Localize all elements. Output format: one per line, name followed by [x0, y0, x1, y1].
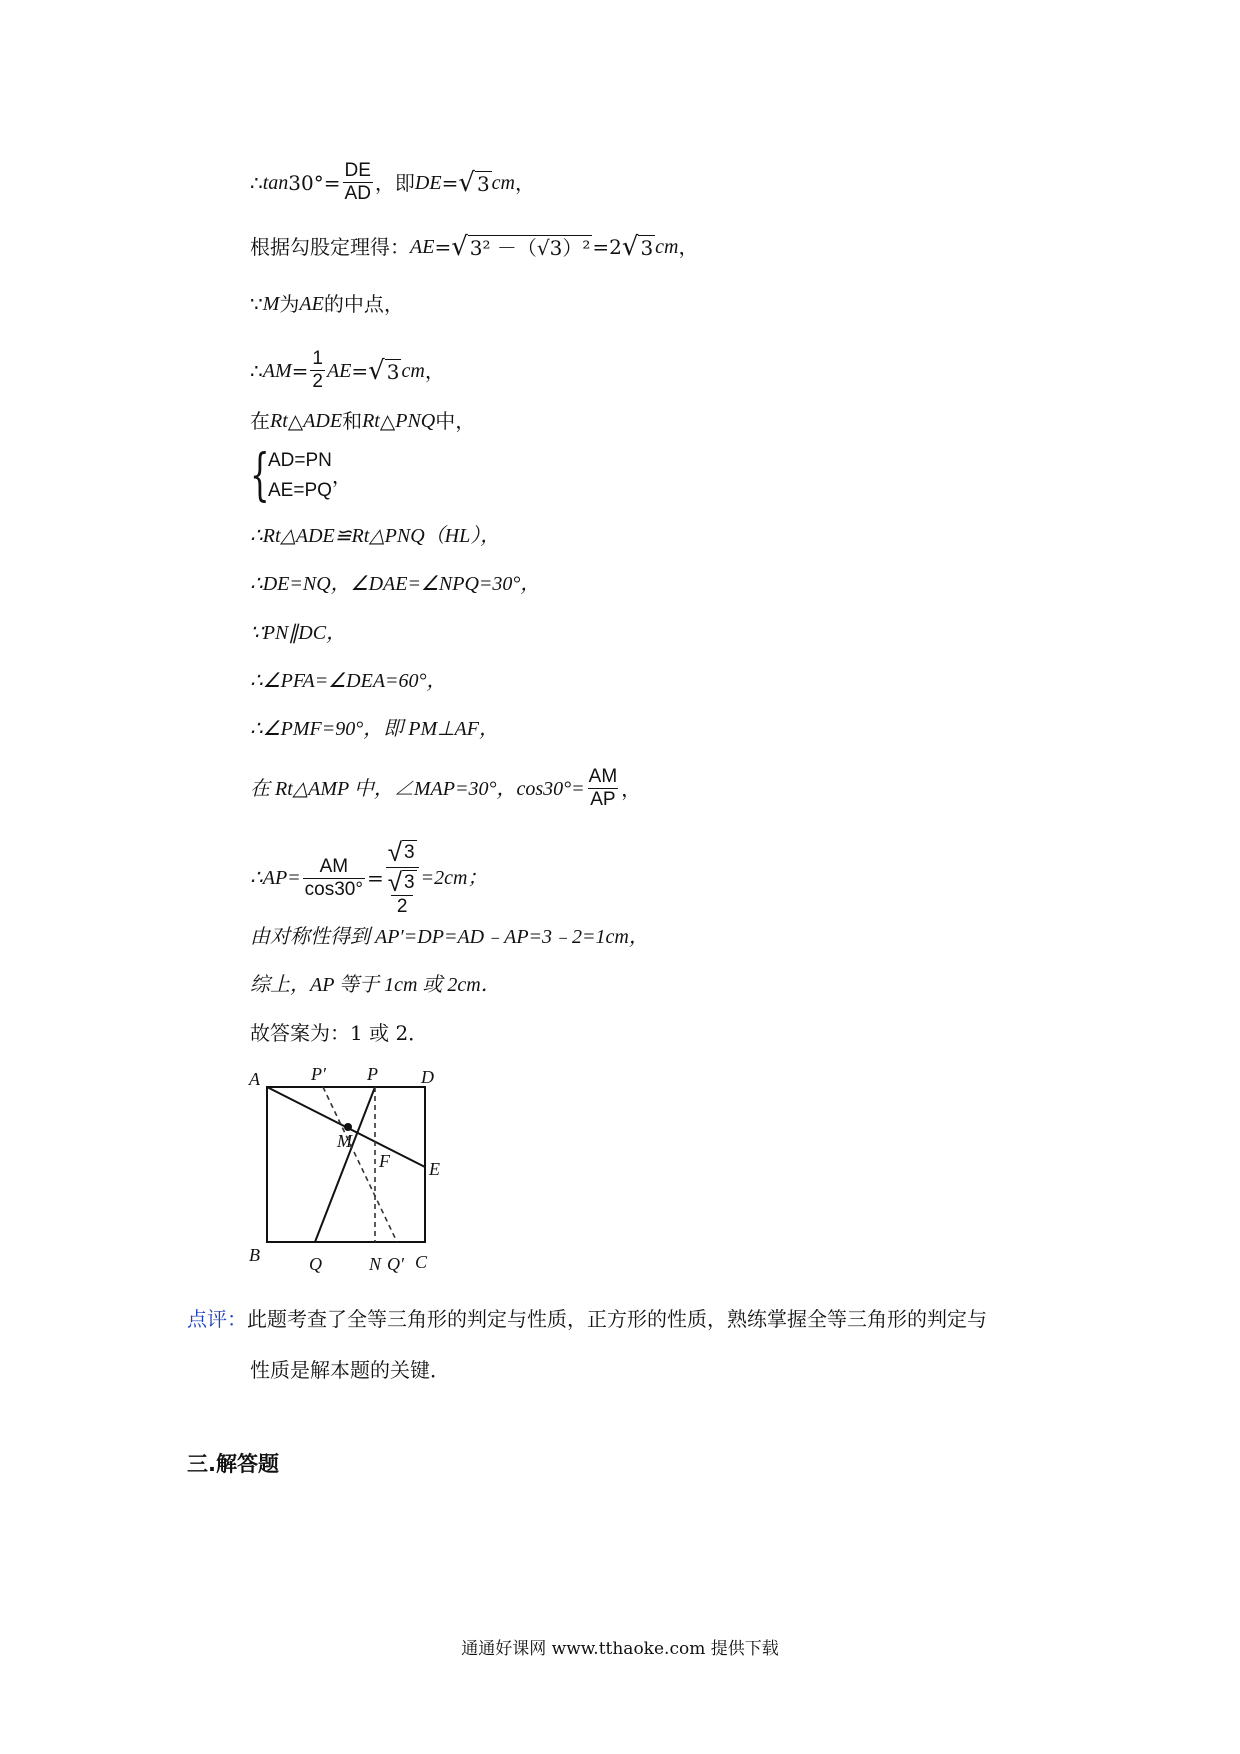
therefore-symbol: ∴ — [250, 170, 263, 195]
step-ap: ∴AP= $\frac{AM}{\cos 30^\circ}$ = √ 3 √ 3 2 =2cm； — [250, 837, 488, 917]
label-q-prime: Q′ — [387, 1254, 404, 1274]
comment-block: 点评：此题考查了全等三角形的判定与性质，正方形的性质，熟练掌握全等三角形的判定与 — [187, 1307, 987, 1331]
step-parallel: ∵PN∥DC， — [250, 622, 347, 644]
equation-system: { AD=PN AE=PQ ， — [250, 443, 352, 508]
fraction-am-ap: $\frac{AM}{AP}$ — [588, 766, 618, 810]
label-q: Q — [309, 1254, 322, 1274]
sqrt-3: √ 3 — [621, 232, 654, 262]
step-am: ∴ AM = $\frac{1}{2}$ AE = √ 3 cm ， — [250, 348, 445, 392]
label-f: F — [379, 1151, 390, 1171]
label-a: A — [249, 1069, 260, 1089]
label-n: N — [369, 1254, 382, 1274]
step-midpoint: ∵ M 为 AE 的中点， — [250, 292, 404, 316]
sqrt-3: √ 3 — [458, 168, 490, 198]
geometry-figure — [245, 1065, 475, 1290]
label-b: B — [249, 1245, 260, 1265]
label-p: P — [367, 1065, 378, 1084]
label-c: C — [415, 1252, 428, 1272]
step-angle-pfa: ∴∠PFA=∠DEA=60°， — [250, 670, 447, 692]
page-footer: 通通好课网 www.tthaoke.com 提供下载 — [461, 1639, 779, 1659]
label-p-prime: P′ — [311, 1065, 326, 1084]
brace-icon: { — [250, 443, 270, 508]
step-in-triangles: 在 Rt △ ADE 和 Rt △ PNQ 中， — [250, 409, 476, 433]
segment-pq — [315, 1087, 375, 1242]
step-angle-pmf: ∴∠PMF=90°，即 PM⊥AF， — [250, 718, 499, 740]
point-m — [344, 1123, 352, 1131]
step-summary: 综上，AP 等于 1cm 或 2cm． — [250, 974, 501, 996]
comment-continued: 性质是解本题的关键． — [250, 1358, 450, 1382]
final-answer: 故答案为：1 或 2． — [250, 1021, 429, 1045]
step-symmetry: 由对称性得到 AP′=DP=AD﹣AP=3﹣2=1cm， — [250, 926, 649, 948]
step-tan30: ∴ tan 30°= $\frac{DE}{AD}$ ，即 DE = √ 3 cm ， — [250, 160, 535, 204]
step-pythagoras: 根据勾股定理得： AE = √ 3² －（√3）² =2 √ 3 cm ， — [250, 232, 699, 262]
fraction-sqrt3-over-sqrt3-half: √ 3 √ 3 2 — [386, 838, 419, 918]
step-cos30: 在 Rt△AMP 中，∠MAP=30°，cos30°= $\frac{AM}{AP}$ ， — [250, 766, 642, 810]
fraction-am-cos30: $\frac{AM}{\cos 30^\circ}$ — [304, 855, 363, 900]
sqrt-expression: √ 3² －（√3）² — [451, 232, 591, 262]
comment-label: 点评： — [187, 1307, 247, 1331]
step-congruent: ∴Rt△ADE≌Rt△PNQ（HL）， — [250, 525, 501, 547]
label-d: D — [421, 1067, 434, 1087]
fraction-one-half: $\frac{1}{2}$ — [312, 348, 323, 392]
sqrt-3: √ 3 — [368, 356, 400, 386]
fraction-de-ad: $\frac{DE}{AD}$ — [344, 160, 371, 204]
label-m: M — [337, 1131, 352, 1151]
label-e: E — [429, 1159, 440, 1179]
step-de-nq: ∴DE=NQ，∠DAE=∠NPQ=30°， — [250, 573, 541, 595]
section-heading: 三.解答题 — [187, 1452, 279, 1476]
